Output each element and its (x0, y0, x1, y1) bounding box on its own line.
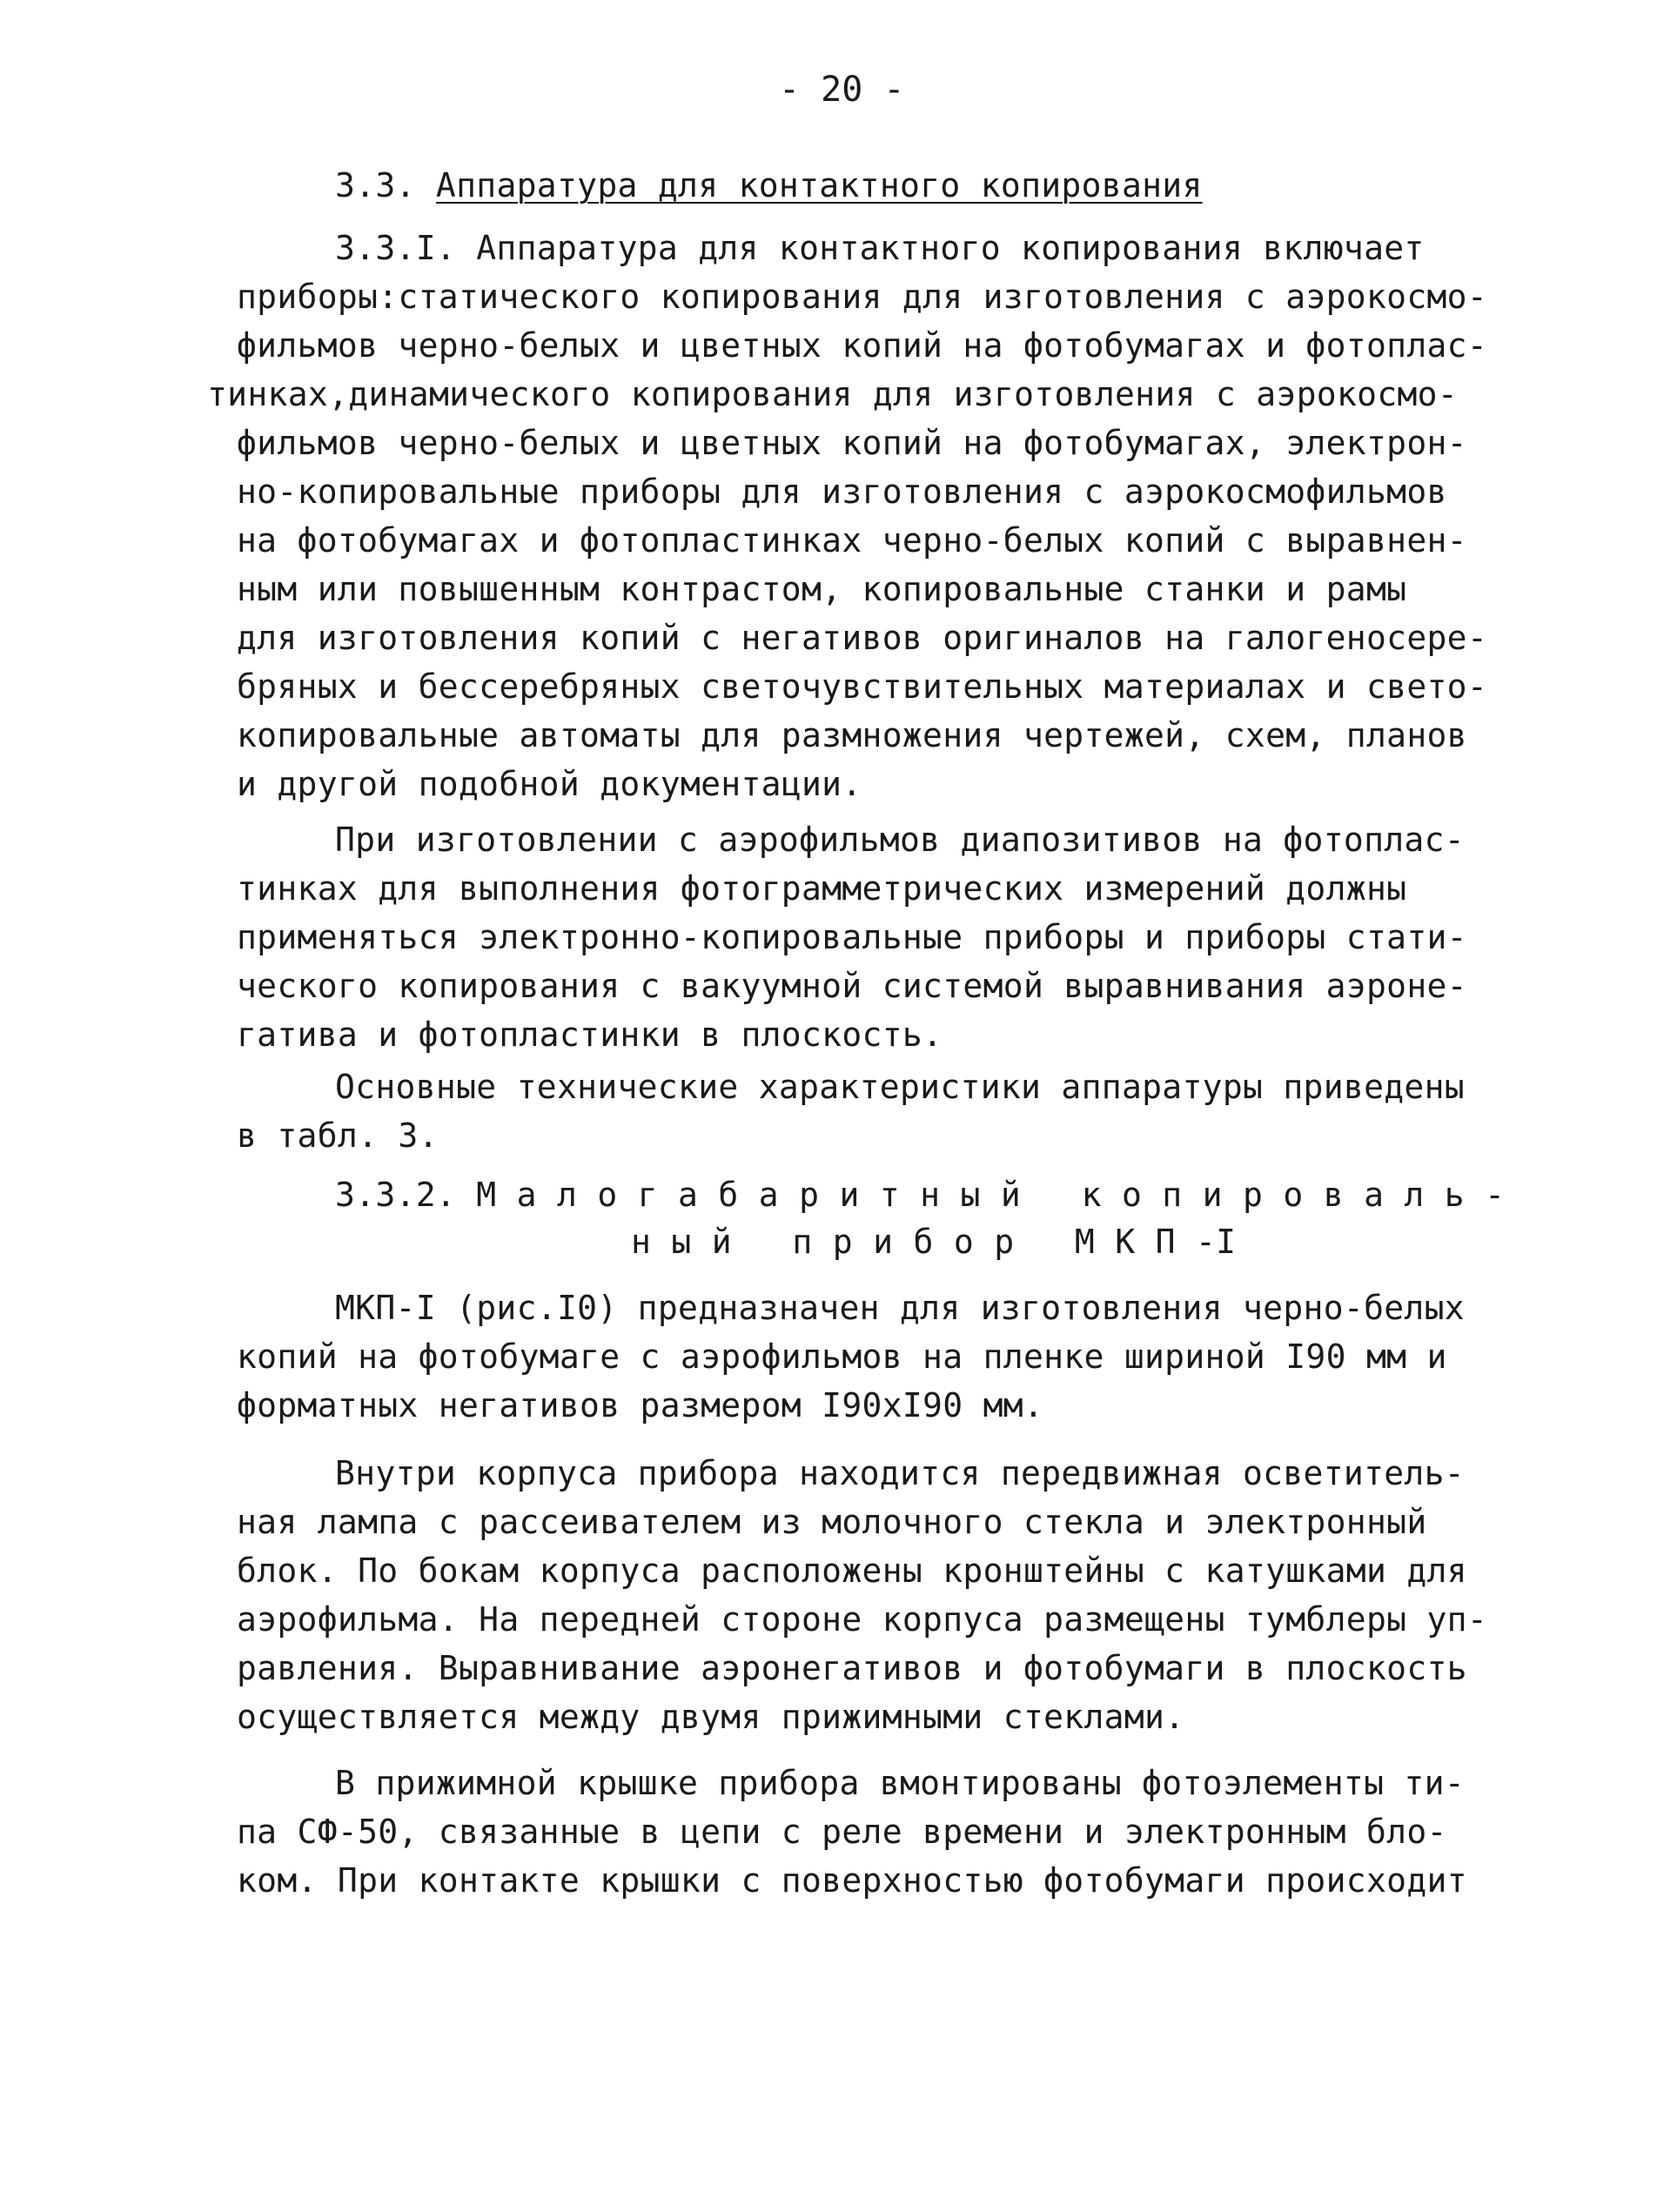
para-table-line: в табл. 3. (237, 1116, 439, 1155)
page-number: - 20 - (779, 70, 905, 110)
para-3-3-1-line: тинках,динамического копирования для изготовления с аэрокосмо- (207, 375, 1459, 413)
para-3-3-1-line: бряных и бессеребряных светочувствительных материалах и свето- (237, 667, 1488, 706)
para-3-3-1-line: на фотобумагах и фотопластинках черно-белых копий с выравнен- (237, 521, 1467, 560)
para-diapositive-line: ческого копирования с вакуумной системой выравнивания аэроне- (237, 967, 1467, 1005)
para-inside-line: Внутри корпуса прибора находится передвижная осветитель- (335, 1454, 1465, 1492)
para-table-line: Основные технические характеристики аппаратуры приведены (335, 1068, 1465, 1106)
para-diapositive-line: гатива и фотопластинки в плоскость. (237, 1016, 943, 1054)
para-3-3-1-line: ным или повышенным контрастом, копировальные станки и рамы (237, 570, 1407, 608)
para-3-3-1-line: приборы:статического копирования для изготовления с аэрокосмо- (237, 278, 1488, 316)
para-inside-line: равления. Выравнивание аэронегативов и фотобумаги в плоскость (237, 1649, 1467, 1687)
section-title (335, 165, 1203, 205)
para-3-3-1-line: и другой подобной документации. (237, 765, 862, 803)
para-inside-line: ная лампа с рассеивателем из молочного стекла и электронный (237, 1503, 1427, 1541)
para-mkp-line: МКП-I (рис.I0) предназначен для изготовления черно-белых (335, 1289, 1465, 1327)
para-cover-line: па СФ-50, связанные в цепи с реле времени и электронным бло- (237, 1813, 1447, 1851)
para-diapositive-line: применяться электронно-копировальные приборы и приборы стати- (237, 918, 1467, 956)
para-diapositive-line: тинках для выполнения фотограмметрических измерений должны (237, 869, 1407, 908)
para-3-3-1-line: но-копировальные приборы для изготовления с аэрокосмофильмов (237, 473, 1447, 511)
para-mkp-line: форматных негативов размером I90хI90 мм. (237, 1386, 1044, 1424)
para-3-3-1-line: копировальные автоматы для размножения чертежей, схем, планов (237, 716, 1467, 754)
para-diapositive-line: При изготовлении с аэрофильмов диапозитивов на фотоплас- (335, 821, 1465, 859)
section-title-text: Аппаратура для контактного копирования (435, 166, 1203, 204)
section-number: 3.3. (335, 166, 416, 204)
para-inside-line: блок. По бокам корпуса расположены кронштейны с катушками для (237, 1552, 1467, 1590)
heading-3-3-2-line1: 3.3.2. М а л о г а б а р и т н ы й к о п и р о в а л ь - (335, 1176, 1506, 1214)
heading-3-3-2-line2: н ы й п р и б о р М К П -I (631, 1223, 1237, 1261)
para-3-3-1-line: 3.3.I. Аппаратура для контактного копирования включает (335, 229, 1425, 267)
para-3-3-1-line: для изготовления копий с негативов оригиналов на галогеносере- (237, 619, 1488, 657)
para-cover-line: ком. При контакте крышки с поверхностью фотобумаги происходит (237, 1861, 1467, 1900)
para-3-3-1-line: фильмов черно-белых и цветных копий на фотобумагах и фотоплас- (237, 326, 1488, 365)
para-3-3-1-line: фильмов черно-белых и цветных копий на фотобумагах, электрон- (237, 424, 1467, 462)
para-mkp-line: копий на фотобумаге с аэрофильмов на пленке шириной I90 мм и (237, 1337, 1447, 1376)
para-cover-line: В прижимной крышке прибора вмонтированы фотоэлементы ти- (335, 1764, 1465, 1802)
para-inside-line: аэрофильма. На передней стороне корпуса размещены тумблеры уп- (237, 1600, 1488, 1639)
para-inside-line: осуществляется между двумя прижимными стеклами. (237, 1698, 1185, 1736)
